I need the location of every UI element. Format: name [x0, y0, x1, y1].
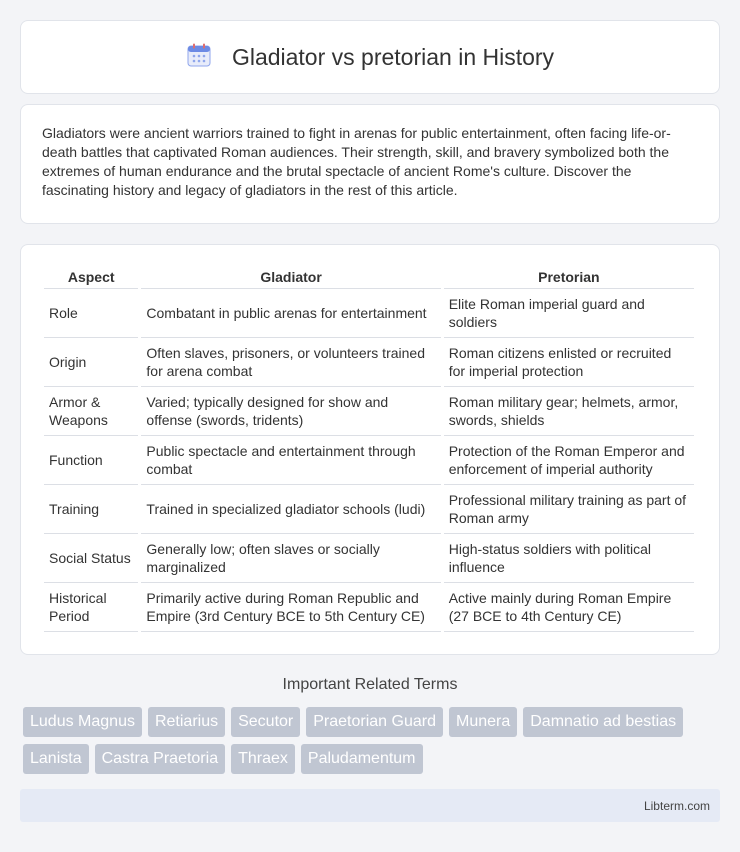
cell-gladiator: Combatant in public arenas for entertainment — [141, 289, 440, 338]
header-pretorian: Pretorian — [444, 263, 694, 289]
cell-pretorian: Protection of the Roman Emperor and enforcement of imperial authority — [444, 436, 694, 485]
cell-pretorian: High-status soldiers with political influence — [444, 534, 694, 583]
cell-gladiator: Often slaves, prisoners, or volunteers trained for arena combat — [141, 338, 440, 387]
tag-munera[interactable]: Munera — [449, 707, 517, 737]
header — [186, 42, 554, 73]
cell-gladiator: Varied; typically designed for show and offense (swords, tridents) — [141, 387, 440, 436]
cell-aspect: Function — [44, 436, 138, 485]
cell-pretorian: Elite Roman imperial guard and soldiers — [444, 289, 694, 338]
header-aspect: Aspect — [44, 263, 138, 289]
cell-gladiator: Generally low; often slaves or socially marginalized — [141, 534, 440, 583]
cell-aspect: Historical Period — [44, 583, 138, 632]
cell-gladiator: Public spectacle and entertainment through combat — [141, 436, 440, 485]
page-title: Gladiator vs pretorian in History — [231, 43, 555, 70]
header-gladiator: Gladiator — [141, 263, 440, 289]
tag-retiarius[interactable]: Retiarius — [148, 707, 225, 737]
calendar-icon — [186, 42, 212, 73]
cell-gladiator: Primarily active during Roman Republic and Empire (3rd Century BCE to 5th Century CE) — [141, 583, 440, 632]
tag-ludus-magnus[interactable]: Ludus Magnus — [23, 707, 142, 737]
tag-paludamentum[interactable]: Paludamentum — [301, 744, 423, 774]
cell-aspect: Armor & Weapons — [44, 387, 138, 436]
comparison-table — [41, 263, 697, 632]
intro-card — [20, 104, 720, 224]
table-row — [44, 387, 694, 436]
tag-thraex[interactable]: Thraex — [231, 744, 295, 774]
table-row — [44, 289, 694, 338]
table-row — [44, 583, 694, 632]
table-row — [44, 485, 694, 534]
cell-gladiator: Trained in specialized gladiator schools (ludi) — [141, 485, 440, 534]
intro-paragraph: Gladiators were ancient warriors trained to fight in arenas for public entertainment, often facing life-or-death battles that captivated Roman audiences. Their strength, skill, and bravery symbolized both the extremes of human endurance and the brutal spectacle of ancient Rome's culture. Discover the fascinating history and legacy of gladiators in the rest of this article. — [42, 125, 671, 198]
related-terms-list — [23, 707, 723, 774]
related-terms-title: Important Related Terms — [282, 676, 458, 693]
footer — [20, 789, 720, 822]
tag-damnatio-ad-bestias[interactable]: Damnatio ad bestias — [523, 707, 683, 737]
cell-pretorian: Professional military training as part of Roman army — [444, 485, 694, 534]
cell-pretorian: Active mainly during Roman Empire (27 BCE to 4th Century CE) — [444, 583, 694, 632]
tag-lanista[interactable]: Lanista — [23, 744, 89, 774]
cell-aspect: Origin — [44, 338, 138, 387]
comparison-card — [20, 244, 720, 655]
cell-aspect: Role — [44, 289, 138, 338]
tag-secutor[interactable]: Secutor — [231, 707, 300, 737]
cell-pretorian: Roman military gear; helmets, armor, swords, shields — [444, 387, 694, 436]
tag-castra-praetoria[interactable]: Castra Praetoria — [95, 744, 226, 774]
tag-praetorian-guard[interactable]: Praetorian Guard — [306, 707, 443, 737]
header-card — [20, 20, 720, 94]
table-row — [44, 436, 694, 485]
table-row — [44, 338, 694, 387]
cell-pretorian: Roman citizens enlisted or recruited for imperial protection — [444, 338, 694, 387]
table-header-row — [44, 263, 694, 289]
cell-aspect: Social Status — [44, 534, 138, 583]
table-row — [44, 534, 694, 583]
cell-aspect: Training — [44, 485, 138, 534]
footer-site-link[interactable]: Libterm.com — [643, 798, 710, 813]
